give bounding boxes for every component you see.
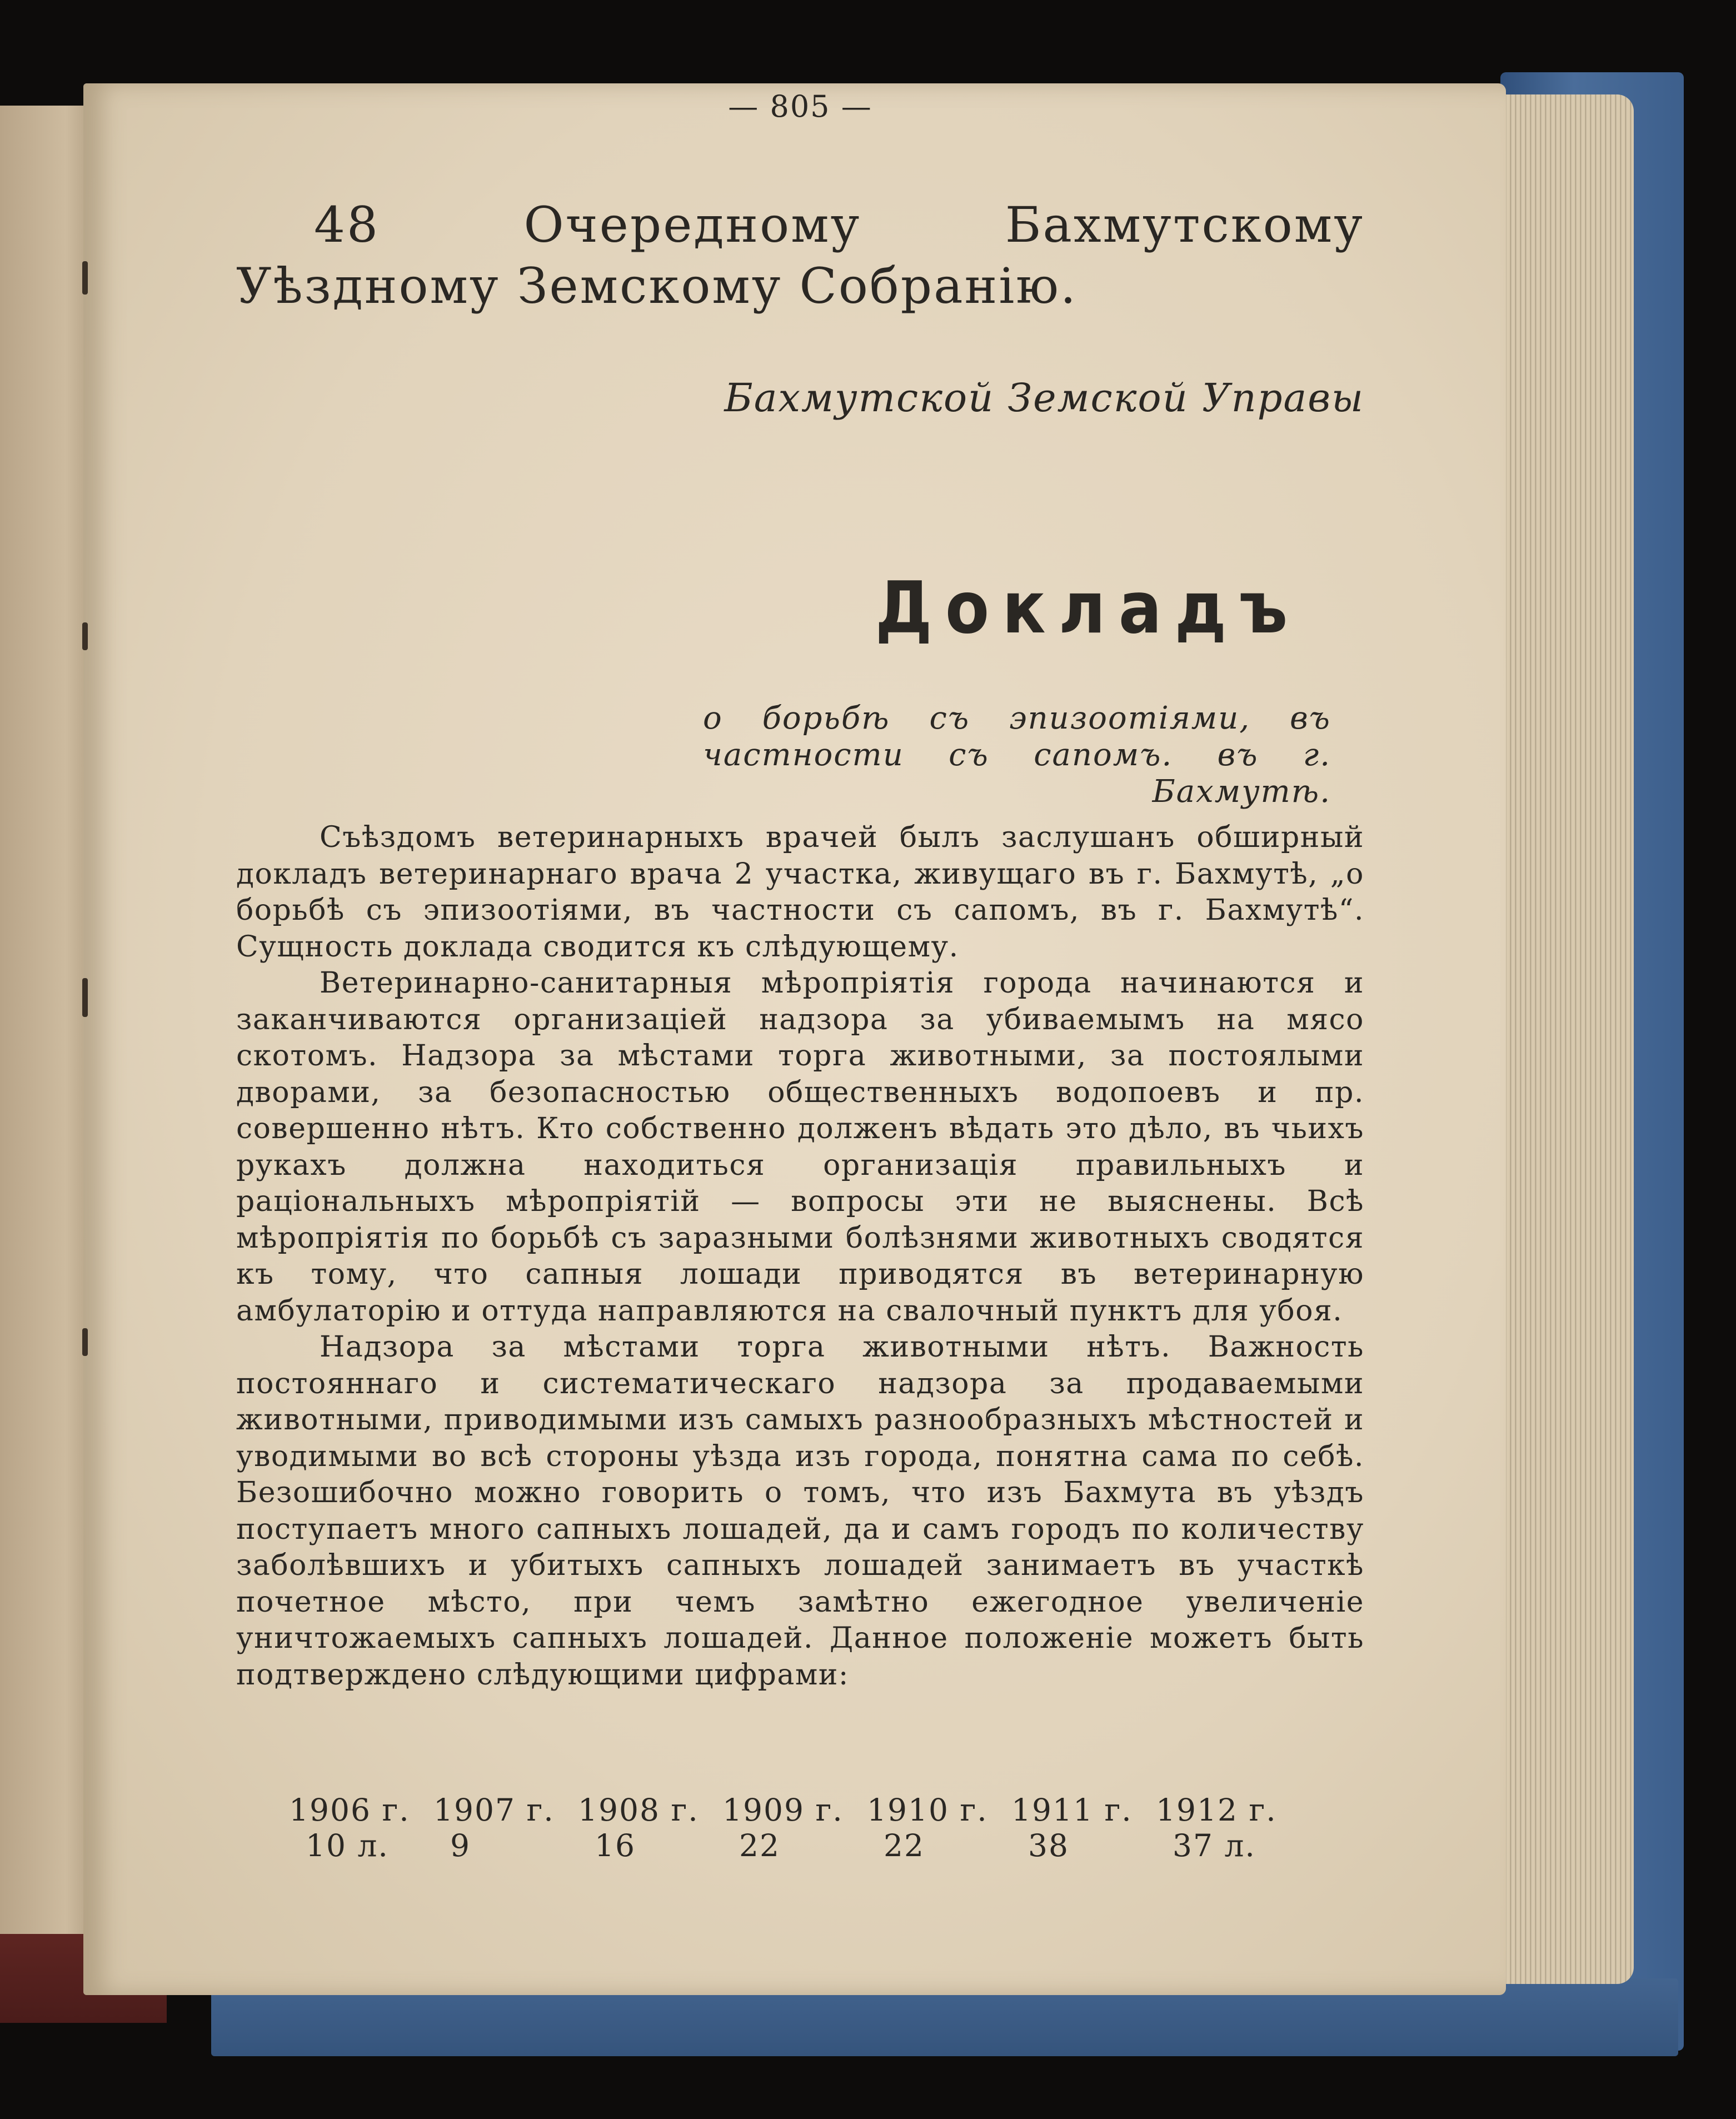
- heading-text: Очередному Бахмутскому Уѣздному Земскому Собранію.: [236, 196, 1364, 315]
- figures-table: [289, 1792, 1300, 1863]
- figures-year: 1907 г.: [433, 1792, 555, 1828]
- figures-year: 1910 г.: [867, 1792, 988, 1828]
- figures-value: 9: [450, 1828, 471, 1863]
- figures-year: 1906 г.: [289, 1792, 410, 1828]
- figures-value: 16: [595, 1828, 636, 1863]
- figures-value: 37 л.: [1173, 1828, 1256, 1863]
- figures-year: 1911 г.: [1011, 1792, 1133, 1828]
- figures-value: 22: [884, 1828, 925, 1863]
- binding-thread: [82, 978, 88, 1017]
- heading-number: 48: [314, 196, 380, 253]
- binding-thread: [82, 1328, 88, 1356]
- figures-year: 1912 г.: [1156, 1792, 1277, 1828]
- binding-thread: [82, 622, 88, 650]
- figures-year: 1908 г.: [578, 1792, 699, 1828]
- document-title: Докладъ: [875, 567, 1301, 650]
- figures-values-row: [289, 1828, 1300, 1863]
- paragraph: Ветеринарно-санитарныя мѣропріятія города начинаются и заканчиваются организаціей надзора за убиваемымъ на мясо скотомъ. Надзора за мѣстами торга животными, за постоялыми дворами, за безопасностью общественныхъ водопоевъ и пр. совершенно нѣтъ. Кто собственно долженъ вѣдать это дѣло, въ чьихъ рукахъ должна находиться организація правильныхъ и раціональныхъ мѣропріятій — вопросы эти не выяснены. Всѣ мѣропріятія по борьбѣ съ заразными болѣзнями животныхъ сводятся къ тому, что сапныя лошади приводятся въ ветеринарную амбулаторію и оттуда направляются на свалочный пунктъ для убоя.: [236, 966, 1364, 1328]
- author-line: Бахмутской Земской Управы: [724, 375, 1364, 421]
- document-subtitle: о борьбѣ съ эпизоотіями, въ частности съ сапомъ. въ г. Бахмутѣ.: [703, 700, 1331, 810]
- figures-value: 10 л.: [306, 1828, 389, 1863]
- page-number: — 805 —: [728, 89, 872, 124]
- paragraph: Надзора за мѣстами торга животными нѣтъ. Важность постояннаго и систематическаго надзора за продаваемыми животными, приводимыми изъ самыхъ разнообразныхъ мѣстностей и уводимыми во всѣ стороны уѣзда изъ города, понятна сама по себѣ. Безошибочно можно говорить о томъ, что изъ Бахмута въ уѣздъ поступаетъ много сапныхъ лошадей, да и самъ городъ по количеству заболѣвшихъ и убитыхъ сапныхъ лошадей занимаетъ въ участкѣ почетное мѣсто, при чемъ замѣтно ежегодное увеличеніе уничтожаемыхъ сапныхъ лошадей. Данное положеніе можетъ быть подтверждено слѣдующими цифрами:: [236, 1330, 1364, 1692]
- figures-value: 38: [1028, 1828, 1069, 1863]
- figures-years-row: [289, 1792, 1300, 1828]
- paragraph: Съѣздомъ ветеринарныхъ врачей былъ заслушанъ обширный докладъ ветеринарнаго врача 2 участка, живущаго въ г. Бахмутѣ, „о борьбѣ съ эпизоотіями, въ частности съ сапомъ, въ г. Бахмутѣ“. Сущность доклада сводится къ слѣдующему.: [236, 821, 1364, 964]
- binding-thread: [82, 261, 88, 295]
- heading: [236, 195, 1364, 317]
- body-text: [236, 820, 1364, 1693]
- figures-year: 1909 г.: [722, 1792, 844, 1828]
- figures-value: 22: [739, 1828, 780, 1863]
